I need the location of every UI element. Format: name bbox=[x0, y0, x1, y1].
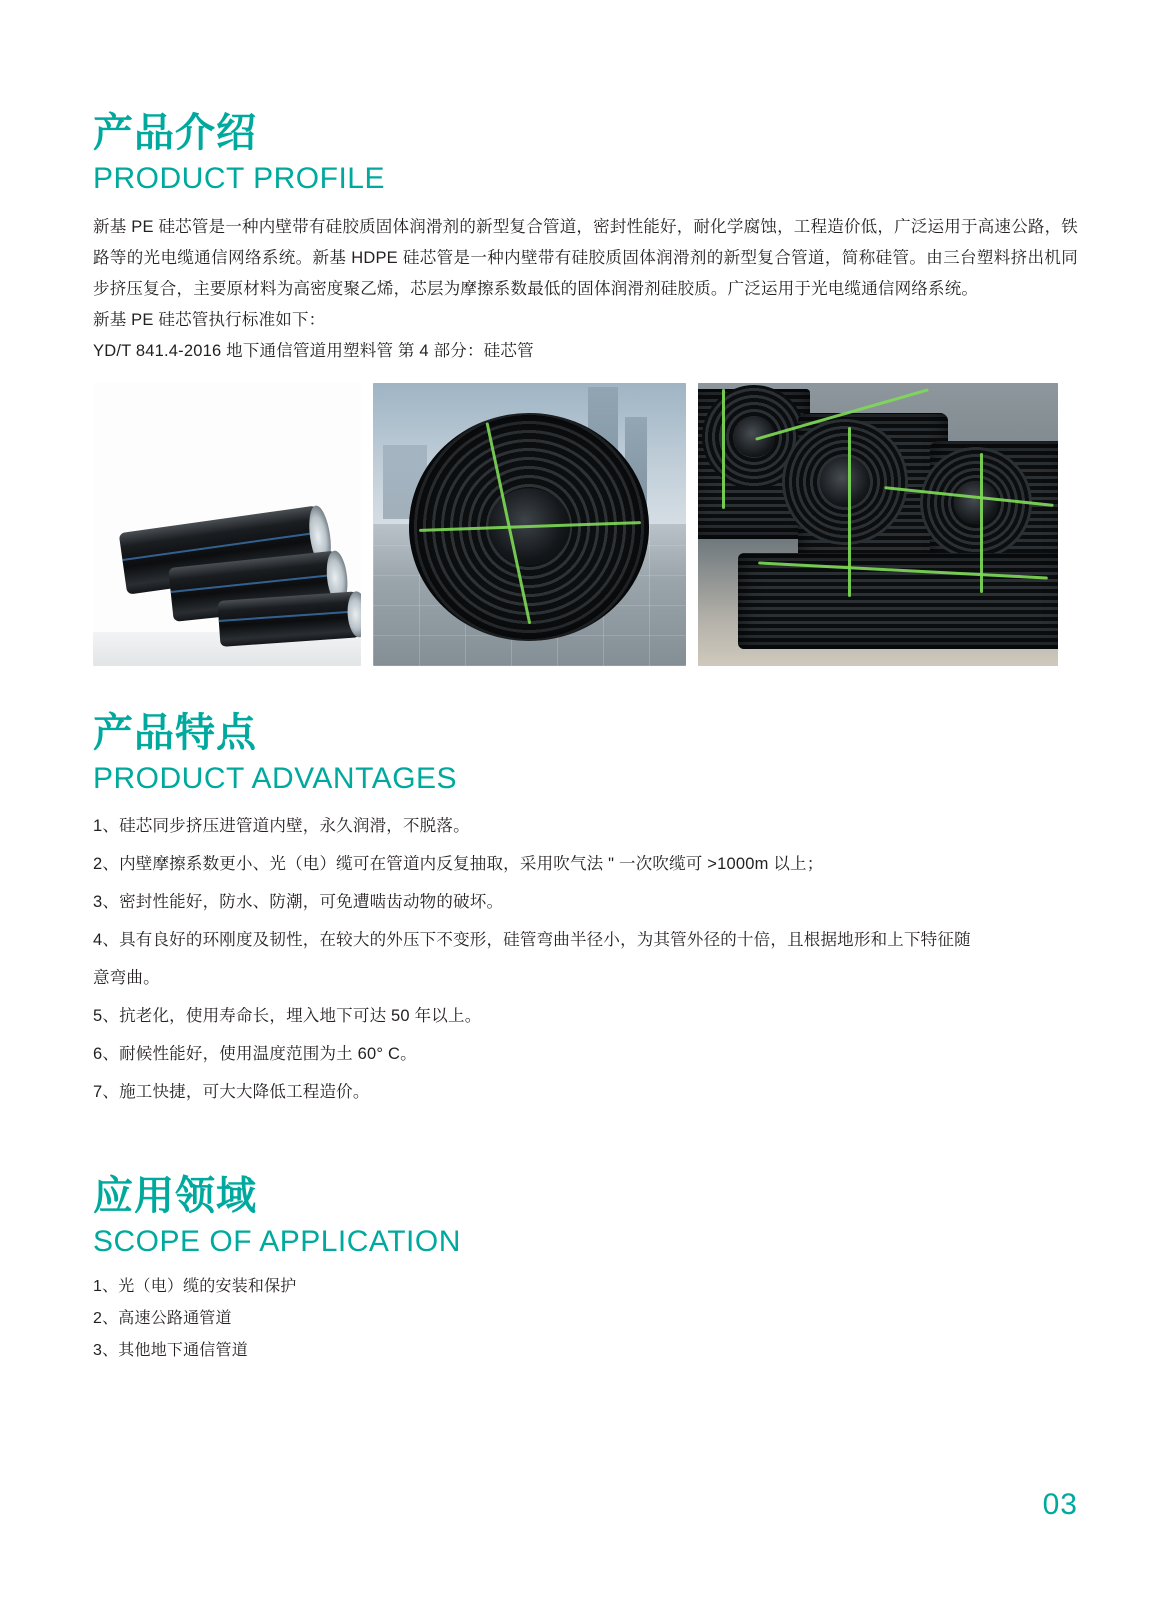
photo3-green-band-5 bbox=[980, 453, 983, 593]
profile-paragraph-3: YD/T 841.4-2016 地下通信管道用塑料管 第 4 部分：硅芯管 bbox=[93, 341, 534, 360]
photo1-pipe-3-mouth bbox=[346, 590, 361, 637]
list-item: 3、其他地下通信管道 bbox=[93, 1341, 248, 1359]
profile-paragraph-1: 新基 PE 硅芯管是一种内壁带有硅胶质固体润滑剂的新型复合管道，密封性能好，耐化学腐蚀，工程造价低，广泛运用于高速公路，铁路等的光电缆通信网络系统。新基 HDPE 硅芯管是一种内壁带有硅胶质固体润滑剂的新型复合管道，简称硅管。由三台塑料挤出机同步挤压复合，主要原材料为高密度聚乙烯，芯层为摩擦系数最低的固体润滑剂硅胶质。广泛运用于光电缆通信网络系统。 bbox=[93, 217, 1078, 298]
photo3-ring-2 bbox=[782, 419, 908, 545]
stacked-coils-photo bbox=[698, 383, 1058, 666]
profile-image-row bbox=[93, 383, 1078, 666]
list-item: 1、硅芯同步挤压进管道内壁，永久润滑，不脱落。 bbox=[93, 817, 470, 835]
advantages-list bbox=[93, 807, 1078, 1111]
list-item: 6、耐候性能好，使用温度范围为土 60° C。 bbox=[93, 1045, 417, 1063]
photo3-coil-stack-4 bbox=[738, 553, 1058, 649]
list-item: 5、抗老化，使用寿命长，埋入地下可达 50 年以上。 bbox=[93, 1007, 482, 1025]
advantages-title-cn: 产品特点 bbox=[93, 710, 257, 755]
list-item: 3、密封性能好，防水、防潮，可免遭啮齿动物的破坏。 bbox=[93, 893, 504, 911]
list-item: 2、内壁摩擦系数更小、光（电）缆可在管道内反复抽取，采用吹气法 " 一次吹缆可 >1000m 以上； bbox=[93, 855, 824, 873]
section-scope-of-application bbox=[93, 1173, 1078, 1367]
advantages-title-en: PRODUCT ADVANTAGES bbox=[93, 761, 458, 795]
photo3-ring-2-hole bbox=[820, 456, 870, 506]
photo1-pipe-3-stripe bbox=[219, 610, 359, 622]
pipe-coil-photo bbox=[373, 383, 686, 666]
photo1-pipe-2-stripe bbox=[171, 573, 338, 593]
list-item-continuation: 意弯曲。 bbox=[93, 969, 160, 987]
list-item: 4、具有良好的环刚度及韧性，在较大的外压下不变形，硅管弯曲半径小，为其管外径的十倍，且根据地形和上下特征随 bbox=[93, 931, 971, 949]
list-item: 1、光（电）缆的安装和保护 bbox=[93, 1277, 297, 1295]
photo2-coil bbox=[409, 413, 649, 641]
page-content bbox=[93, 110, 1078, 1367]
photo1-pipe-3 bbox=[217, 591, 360, 647]
section-product-advantages bbox=[93, 710, 1078, 1112]
photo3-ring-3-hole bbox=[954, 480, 999, 525]
scope-title-en: SCOPE OF APPLICATION bbox=[93, 1225, 461, 1258]
photo3-green-band-1 bbox=[722, 389, 725, 509]
page-number: 03 bbox=[1042, 1488, 1078, 1521]
profile-title-en: PRODUCT PROFILE bbox=[93, 162, 385, 195]
profile-paragraph-2: 新基 PE 硅芯管执行标准如下： bbox=[93, 310, 326, 329]
straight-pipes-photo bbox=[93, 383, 361, 666]
photo3-green-band-3 bbox=[848, 427, 851, 597]
section-product-profile bbox=[93, 110, 1078, 666]
scope-title-cn: 应用领域 bbox=[93, 1174, 257, 1218]
profile-title-cn: 产品介绍 bbox=[93, 111, 257, 155]
list-item: 7、施工快捷，可大大降低工程造价。 bbox=[93, 1083, 370, 1101]
scope-list bbox=[93, 1271, 1078, 1367]
list-item: 2、高速公路通管道 bbox=[93, 1309, 232, 1327]
